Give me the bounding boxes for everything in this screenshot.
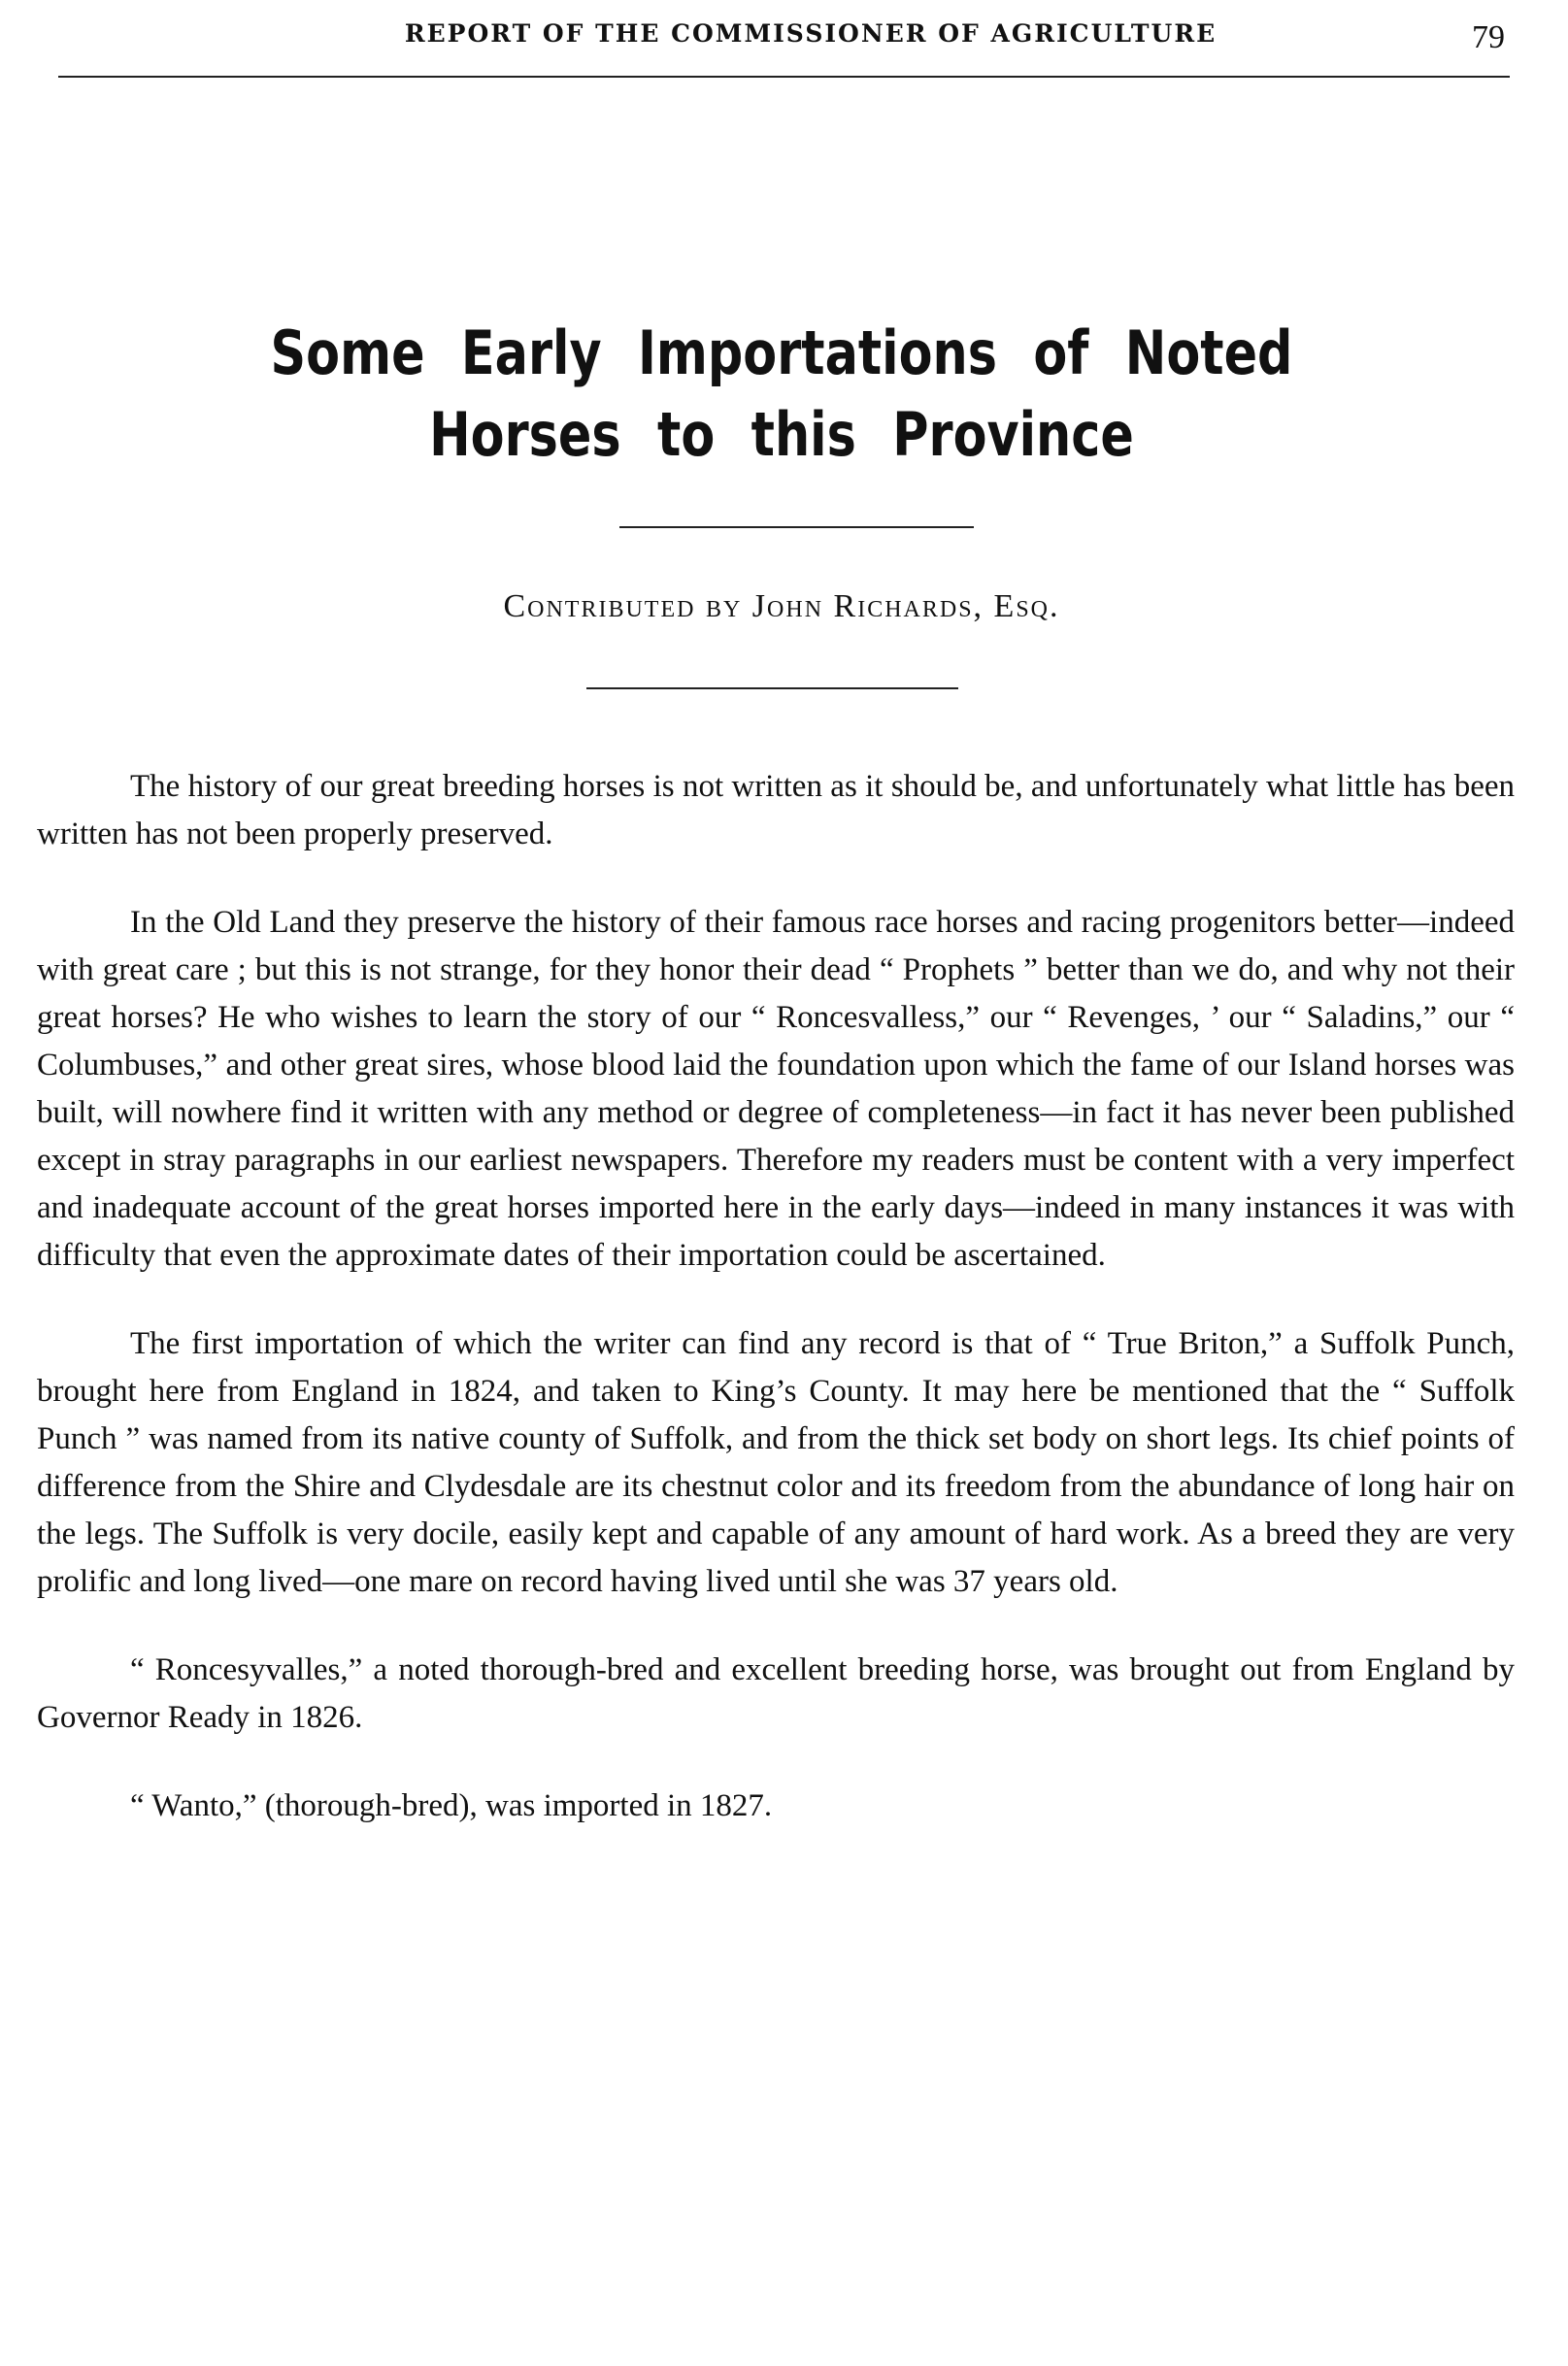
paragraph: In the Old Land they preserve the history of their famous race horses and racing progenitors better—indeed with great care ; but this is not strange, for they honor their dead “ Prophets ” better than we do, and why not their great horses? He who wishes to learn the story of our “ Roncesvalless,” our “ Revenges, ’ our “ Saladins,” our “ Columbuses,” and other great sires, whose blood laid the foundation upon which the fame of our Island horses was built, will nowhere find it written with any method or degree of completeness—in fact it has never been published except in stray paragraphs in our earliest newspapers. Therefore my readers must be content with a very imperfect and inadequate account of the great horses imported here in the early days—indeed in many instances it was with difficulty that even the approximate dates of their importation could be ascertained. xyxy=(37,905,1515,1273)
running-header xyxy=(58,14,1505,62)
title-divider xyxy=(619,526,974,528)
page-number: 79 xyxy=(1472,19,1505,55)
paragraph: The history of our great breeding horses is not written as it should be, and unfortunately what little has been written has not been properly preserved. xyxy=(37,769,1515,851)
paragraph: “ Wanto,” (thorough-bred), was imported in 1827. xyxy=(130,1788,773,1823)
article-title: Some Early Importations of Noted Horses to this Province xyxy=(270,317,1293,470)
paragraph: “ Roncesyvalles,” a noted thorough-bred and excellent breeding horse, was brought out from England by Governor Ready in 1826. xyxy=(37,1652,1515,1735)
byline: Contributed by John Richards, Esq. xyxy=(503,588,1060,624)
running-title: REPORT OF THE COMMISSIONER OF AGRICULTURE xyxy=(404,19,1218,48)
paragraph: The first importation of which the writer can find any record is that of “ True Briton,” a Suffolk Punch, brought here from England in 1824, and taken to King’s County. It may here be mentioned that the “ Suffolk Punch ” was named from its native county of Suffolk, and from the thick set body on short legs. Its chief points of difference from the Shire and Clydesdale are its chestnut color and its freedom from the abundance of long hair on the legs. The Suffolk is very docile, easily kept and capable of any amount of hard work. As a breed they are very prolific and long lived—one mare on record having lived until she was 37 years old. xyxy=(37,1326,1515,1599)
header-rule xyxy=(58,76,1510,78)
byline-divider xyxy=(586,687,958,689)
article-body xyxy=(37,763,1515,1871)
